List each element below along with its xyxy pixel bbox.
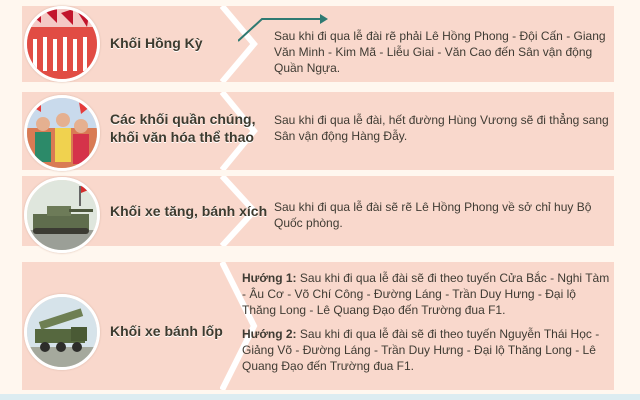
bottom-divider	[0, 394, 640, 400]
flag-parade-photo	[24, 6, 100, 82]
row-1-description: Sau khi đi qua lễ đài rẽ phải Lê Hồng Phong - Đội Cấn - Giang Văn Minh - Kim Mã - Liễu Giai - Văn Cao đến Sân vận động Quần Ngựa.	[274, 29, 606, 75]
crowd-culture-photo	[24, 95, 100, 171]
row-2-label-line-1: Các khối quần chúng,	[110, 111, 256, 127]
route-2-text	[242, 326, 612, 374]
row-3-description: Sau khi đi qua lễ đài sẽ rẽ Lê Hồng Phong về sở chỉ huy Bộ Quốc phòng.	[274, 200, 592, 230]
row-4-description	[242, 270, 612, 382]
tank-photo	[24, 177, 100, 253]
row-2-description: Sau khi đi qua lễ đài, hết đường Hùng Vương sẽ đi thẳng sang Sân vận động Hàng Đẫy.	[274, 113, 609, 143]
wheeled-vehicle-photo	[24, 294, 100, 370]
row-4-label: Khối xe bánh lốp	[110, 323, 223, 339]
route-1-body: Sau khi đi qua lễ đài sẽ đi theo tuyến Cửa Bắc - Nghi Tàm - Âu Cơ - Võ Chí Công - Đường Láng - Trần Duy Hưng - Đại lộ Thăng Long - Lê Quang Đạo đến Trường đua F1.	[242, 271, 610, 317]
route-1-title: Hướng 1:	[242, 271, 297, 285]
route-2-title: Hướng 2:	[242, 327, 297, 341]
route-2-body: Sau khi đi qua lễ đài sẽ đi theo tuyến Nguyễn Thái Học - Giảng Võ - Đường Láng - Trần Duy Hưng - Đại lộ Thăng Long - Lê Quang Đạo đến Trường đua F1.	[242, 327, 600, 373]
row-3-label: Khối xe tăng, bánh xích	[110, 203, 268, 219]
route-1-text	[242, 270, 612, 318]
row-2-label	[110, 110, 255, 146]
row-2-label-line-2: khối văn hóa thể thao	[110, 129, 254, 145]
row-1-label: Khối Hồng Kỳ	[110, 35, 203, 51]
